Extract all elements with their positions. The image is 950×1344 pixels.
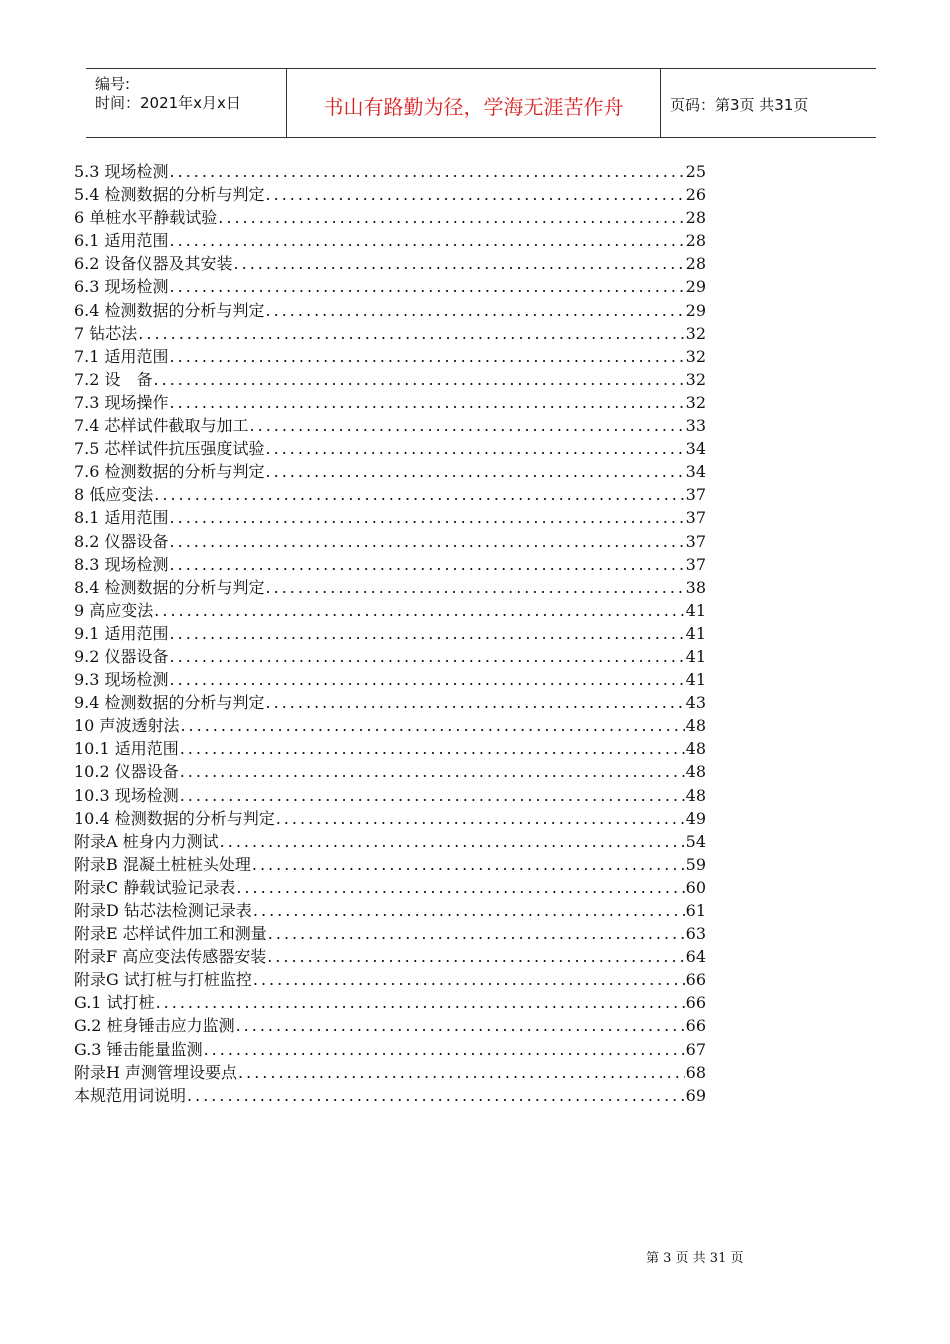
toc-entry-page-number: 37 bbox=[685, 554, 706, 574]
toc-entry-page-number: 67 bbox=[685, 1039, 706, 1059]
header-right-cell bbox=[661, 69, 876, 137]
header-left-cell bbox=[86, 69, 287, 137]
toc-dot-leader bbox=[266, 691, 685, 714]
toc-entry[interactable] bbox=[74, 553, 706, 576]
toc-entry-page-number: 54 bbox=[685, 831, 706, 851]
toc-dot-leader bbox=[253, 899, 685, 922]
toc-entry[interactable] bbox=[74, 784, 706, 807]
toc-entry[interactable] bbox=[74, 945, 706, 968]
toc-entry[interactable] bbox=[74, 1084, 706, 1107]
toc-dot-leader bbox=[170, 668, 685, 691]
toc-entry-page-number: 61 bbox=[685, 901, 706, 920]
toc-entry[interactable] bbox=[74, 968, 706, 991]
toc-entry-page-number: 26 bbox=[685, 185, 706, 205]
toc-entry[interactable] bbox=[74, 853, 706, 876]
toc-entry-page-number: 25 bbox=[685, 162, 706, 181]
toc-entry-title: 8.4 检测数据的分析与判定 bbox=[74, 577, 265, 597]
toc-entry-title: 6 单桩水平静载试验 bbox=[74, 208, 218, 228]
toc-entry[interactable] bbox=[74, 252, 706, 275]
toc-entry[interactable] bbox=[74, 460, 706, 483]
toc-entry-title: 附录G 试打桩与打桩监控 bbox=[74, 970, 252, 990]
toc-entry[interactable] bbox=[74, 391, 706, 414]
toc-dot-leader bbox=[180, 737, 685, 760]
toc-entry-title: 附录E 芯样试件加工和测量 bbox=[74, 924, 267, 944]
toc-entry-title: 7.3 现场操作 bbox=[74, 392, 169, 412]
toc-entry-title: 10 声波透射法 bbox=[74, 716, 180, 736]
toc-entry-title: 10.1 适用范围 bbox=[74, 739, 179, 759]
toc-entry-page-number: 37 bbox=[685, 508, 706, 528]
toc-entry-page-number: 69 bbox=[685, 1085, 706, 1105]
page-header bbox=[86, 68, 876, 138]
toc-entry-title: 7.5 芯样试件抗压强度试验 bbox=[74, 439, 265, 459]
toc-dot-leader bbox=[170, 345, 685, 368]
toc-entry[interactable] bbox=[74, 599, 706, 622]
toc-entry-page-number: 49 bbox=[685, 808, 706, 828]
toc-entry-page-number: 37 bbox=[685, 485, 706, 505]
toc-dot-leader bbox=[180, 714, 684, 737]
toc-entry[interactable] bbox=[74, 299, 706, 322]
toc-entry-title: 10.2 仪器设备 bbox=[74, 762, 179, 782]
toc-entry-page-number: 28 bbox=[685, 208, 706, 228]
toc-entry-page-number: 34 bbox=[685, 439, 706, 459]
toc-dot-leader bbox=[236, 876, 684, 899]
toc-entry-page-number: 33 bbox=[685, 416, 706, 436]
toc-dot-leader bbox=[180, 784, 685, 807]
toc-entry-page-number: 60 bbox=[685, 877, 706, 897]
toc-entry-title: 9.2 仪器设备 bbox=[74, 646, 169, 666]
toc-entry[interactable] bbox=[74, 483, 706, 506]
toc-entry-title: 6.4 检测数据的分析与判定 bbox=[74, 300, 265, 320]
toc-entry-title: 10.4 检测数据的分析与判定 bbox=[74, 808, 275, 828]
toc-dot-leader bbox=[234, 252, 685, 275]
toc-entry-page-number: 32 bbox=[685, 323, 706, 343]
toc-entry[interactable] bbox=[74, 922, 706, 945]
toc-dot-leader bbox=[170, 160, 685, 183]
toc-entry[interactable] bbox=[74, 368, 706, 391]
toc-dot-leader bbox=[266, 183, 685, 206]
toc-entry-title: 7.1 适用范围 bbox=[74, 346, 169, 366]
document-time-label: 时间：2021年x月x日 bbox=[95, 94, 241, 112]
header-motto: 书山有路勤为径，学海无涯苦作舟 bbox=[323, 95, 624, 119]
toc-entry[interactable] bbox=[74, 1014, 706, 1037]
document-number-label: 编号: bbox=[95, 75, 131, 93]
toc-entry-page-number: 41 bbox=[685, 600, 706, 620]
toc-entry-page-number: 66 bbox=[685, 993, 706, 1013]
toc-entry-title: 附录B 混凝土桩桩头处理 bbox=[74, 854, 251, 874]
toc-entry-page-number: 41 bbox=[685, 623, 706, 643]
toc-entry-title: 8.2 仪器设备 bbox=[74, 531, 169, 551]
toc-dot-leader bbox=[266, 299, 685, 322]
toc-entry-title: 8.3 现场检测 bbox=[74, 554, 169, 574]
toc-dot-leader bbox=[266, 576, 685, 599]
toc-dot-leader bbox=[170, 622, 685, 645]
toc-entry[interactable] bbox=[74, 437, 706, 460]
toc-entry[interactable] bbox=[74, 414, 706, 437]
toc-entry[interactable] bbox=[74, 322, 706, 345]
toc-dot-leader bbox=[252, 853, 685, 876]
header-page-info: 页码：第3页 共31页 bbox=[670, 96, 809, 114]
toc-entry[interactable] bbox=[74, 576, 706, 599]
toc-dot-leader bbox=[266, 437, 685, 460]
toc-dot-leader bbox=[170, 506, 685, 529]
toc-entry[interactable] bbox=[74, 183, 706, 206]
table-of-contents bbox=[74, 160, 706, 1107]
toc-entry[interactable] bbox=[74, 345, 706, 368]
toc-entry-page-number: 29 bbox=[685, 277, 706, 297]
toc-entry[interactable] bbox=[74, 737, 706, 760]
toc-dot-leader bbox=[170, 645, 685, 668]
toc-entry-title: 6.3 现场检测 bbox=[74, 277, 169, 297]
toc-entry[interactable] bbox=[74, 622, 706, 645]
toc-entry-title: 9.1 适用范围 bbox=[74, 623, 169, 643]
toc-dot-leader bbox=[154, 599, 684, 622]
toc-entry-title: 9.4 检测数据的分析与判定 bbox=[74, 693, 265, 713]
toc-dot-leader bbox=[236, 1014, 685, 1037]
toc-dot-leader bbox=[180, 760, 685, 783]
toc-entry-page-number: 41 bbox=[685, 646, 706, 666]
toc-dot-leader bbox=[276, 807, 685, 830]
toc-dot-leader bbox=[238, 1061, 685, 1084]
toc-dot-leader bbox=[170, 553, 685, 576]
toc-entry-title: 7 钻芯法 bbox=[74, 323, 138, 343]
toc-entry[interactable] bbox=[74, 760, 706, 783]
toc-dot-leader bbox=[266, 460, 685, 483]
toc-entry-title: G.1 试打桩 bbox=[74, 993, 155, 1013]
toc-entry-page-number: 34 bbox=[685, 462, 706, 482]
toc-entry[interactable] bbox=[74, 668, 706, 691]
toc-entry-title: 6.2 设备仪器及其安装 bbox=[74, 254, 233, 274]
toc-entry[interactable] bbox=[74, 691, 706, 714]
toc-entry[interactable] bbox=[74, 206, 706, 229]
toc-dot-leader bbox=[170, 229, 685, 252]
toc-dot-leader bbox=[268, 922, 685, 945]
toc-dot-leader bbox=[187, 1084, 685, 1107]
toc-dot-leader bbox=[170, 530, 685, 553]
toc-entry-page-number: 68 bbox=[685, 1062, 706, 1082]
toc-entry-page-number: 64 bbox=[685, 947, 706, 967]
toc-entry[interactable] bbox=[74, 275, 706, 298]
toc-entry-page-number: 32 bbox=[685, 392, 706, 412]
toc-entry-page-number: 59 bbox=[685, 854, 706, 874]
toc-entry[interactable] bbox=[74, 530, 706, 553]
toc-entry[interactable] bbox=[74, 1038, 706, 1061]
toc-entry[interactable] bbox=[74, 991, 706, 1014]
toc-entry-page-number: 48 bbox=[685, 739, 706, 759]
toc-dot-leader bbox=[204, 1038, 685, 1061]
toc-entry[interactable] bbox=[74, 160, 706, 183]
toc-entry-title: G.2 桩身锤击应力监测 bbox=[74, 1016, 235, 1036]
toc-entry[interactable] bbox=[74, 506, 706, 529]
toc-entry-title: 5.3 现场检测 bbox=[74, 162, 169, 181]
toc-entry[interactable] bbox=[74, 1061, 706, 1084]
toc-entry[interactable] bbox=[74, 645, 706, 668]
toc-entry-page-number: 28 bbox=[685, 254, 706, 274]
toc-entry-page-number: 48 bbox=[685, 762, 706, 782]
toc-entry[interactable] bbox=[74, 229, 706, 252]
toc-dot-leader bbox=[154, 368, 685, 391]
toc-entry-page-number: 38 bbox=[685, 577, 706, 597]
toc-entry-title: 附录A 桩身内力测试 bbox=[74, 831, 219, 851]
page-footer: 第 3 页 共 31 页 bbox=[646, 1251, 744, 1266]
toc-entry-title: 5.4 检测数据的分析与判定 bbox=[74, 185, 265, 205]
toc-entry-page-number: 41 bbox=[685, 670, 706, 690]
toc-entry-page-number: 28 bbox=[685, 231, 706, 251]
toc-entry-title: 7.2 设 备 bbox=[74, 369, 153, 389]
toc-entry-page-number: 37 bbox=[685, 531, 706, 551]
toc-entry-page-number: 48 bbox=[685, 785, 706, 805]
toc-dot-leader bbox=[220, 830, 685, 853]
toc-entry-title: 10.3 现场检测 bbox=[74, 785, 179, 805]
toc-entry-title: 附录D 钻芯法检测记录表 bbox=[74, 901, 252, 920]
toc-dot-leader bbox=[154, 483, 684, 506]
toc-entry-title: 6.1 适用范围 bbox=[74, 231, 169, 251]
toc-dot-leader bbox=[267, 945, 684, 968]
toc-entry-title: 7.6 检测数据的分析与判定 bbox=[74, 462, 265, 482]
toc-entry-title: 7.4 芯样试件截取与加工 bbox=[74, 416, 249, 436]
toc-dot-leader bbox=[250, 414, 685, 437]
toc-dot-leader bbox=[170, 275, 685, 298]
toc-dot-leader bbox=[156, 991, 685, 1014]
toc-entry-page-number: 48 bbox=[685, 716, 706, 736]
toc-entry-page-number: 29 bbox=[685, 300, 706, 320]
header-middle-cell bbox=[287, 69, 661, 137]
toc-entry-page-number: 32 bbox=[685, 346, 706, 366]
toc-entry-page-number: 43 bbox=[685, 693, 706, 713]
toc-dot-leader bbox=[253, 968, 685, 991]
toc-entry[interactable] bbox=[74, 876, 706, 899]
toc-entry-title: 附录H 声测管埋设要点 bbox=[74, 1062, 238, 1082]
toc-entry-title: 9 高应变法 bbox=[74, 600, 154, 620]
toc-entry[interactable] bbox=[74, 714, 706, 737]
toc-entry-title: 8 低应变法 bbox=[74, 485, 154, 505]
toc-entry[interactable] bbox=[74, 830, 706, 853]
toc-entry-page-number: 66 bbox=[685, 970, 706, 990]
toc-dot-leader bbox=[170, 391, 685, 414]
toc-dot-leader bbox=[218, 206, 684, 229]
toc-entry-page-number: 63 bbox=[685, 924, 706, 944]
toc-entry-title: 本规范用词说明 bbox=[74, 1085, 187, 1105]
toc-entry-title: 8.1 适用范围 bbox=[74, 508, 169, 528]
toc-entry-title: 9.3 现场检测 bbox=[74, 670, 169, 690]
toc-entry[interactable] bbox=[74, 899, 706, 922]
toc-entry-page-number: 66 bbox=[685, 1016, 706, 1036]
toc-entry-title: 附录C 静载试验记录表 bbox=[74, 877, 236, 897]
toc-entry[interactable] bbox=[74, 807, 706, 830]
toc-dot-leader bbox=[138, 322, 684, 345]
toc-entry-title: G.3 锤击能量监测 bbox=[74, 1039, 203, 1059]
toc-entry-page-number: 32 bbox=[685, 369, 706, 389]
toc-entry-title: 附录F 高应变法传感器安装 bbox=[74, 947, 267, 967]
